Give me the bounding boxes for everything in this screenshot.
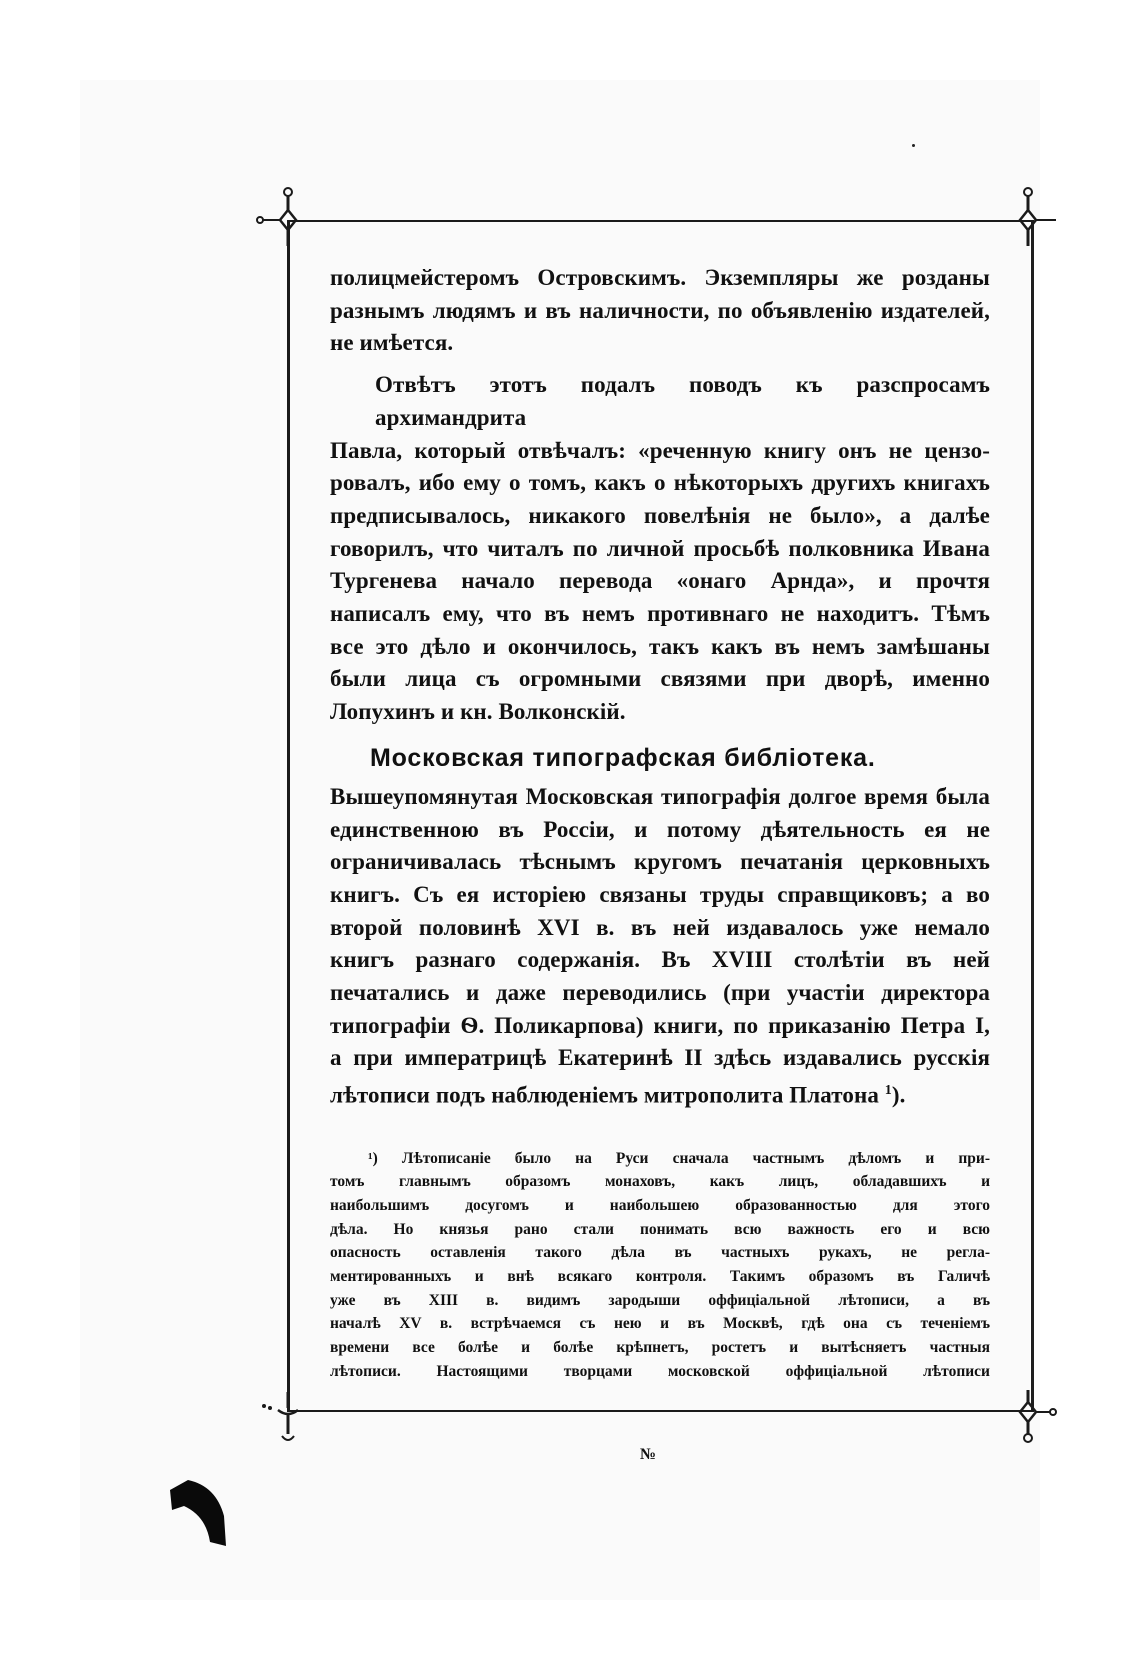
- paragraph-2: [330, 369, 990, 729]
- footnote-line: ¹) Лѣтописаніе было на Руси сначала частнымъ дѣломъ и при-: [368, 1149, 990, 1167]
- corner-ornament-top-right: [1000, 184, 1060, 248]
- ink-blot-mark: [170, 1480, 230, 1550]
- main-text: [330, 262, 990, 1384]
- text-line: говорилъ, что читалъ по личной просьбѣ полковника Ивана: [330, 535, 990, 561]
- text-line: были лица съ огромными связями при дворѣ, именно: [330, 666, 990, 692]
- corner-ornament-top-left: [256, 184, 316, 248]
- text-line-tail: ).: [891, 1082, 906, 1108]
- text-line: не имѣется.: [330, 330, 454, 356]
- footnote-line: времени все болѣе и болѣе крѣпнетъ, ростетъ и вытѣсняетъ частныя: [330, 1339, 990, 1357]
- footnote-line: началѣ XV в. встрѣчаемся съ нею и въ Москвѣ, гдѣ она съ теченіемъ: [330, 1315, 990, 1333]
- text-line: книгъ. Съ ея исторіею связаны труды справщиковъ; а во: [330, 881, 990, 907]
- text-line: типографіи Ѳ. Поликарпова) книги, по приказанію Петра I,: [330, 1012, 990, 1038]
- footnote-line: уже въ XIII в. видимъ зародыши оффиціальной лѣтописи, а въ: [330, 1291, 990, 1309]
- footnote: [330, 1147, 990, 1384]
- text-line: лѣтописи подъ наблюденіемъ митрополита Платона: [330, 1082, 879, 1108]
- text-line: ровалъ, ибо ему о томъ, какъ о нѣкоторыхъ другихъ книгахъ: [330, 470, 990, 496]
- text-line: Отвѣтъ этотъ подалъ поводъ къ разспросамъ архимандрита: [375, 372, 990, 430]
- text-line: Вышеупомянутая Московская типографія долгое время была: [330, 783, 990, 809]
- paragraph-1: [330, 262, 990, 360]
- footnote-line: ментированныхъ и внѣ всякаго контроля. Такимъ образомъ въ Галичѣ: [330, 1268, 990, 1286]
- text-line: ограничивалась тѣснымъ кругомъ печатанія церковныхъ: [330, 849, 990, 875]
- footnote-reference[interactable]: 1: [884, 1083, 892, 1099]
- text-line: печатались и даже переводились (при участіи директора: [330, 980, 990, 1006]
- footnote-line: дѣла. Но князья рано стали понимать всю важность его и всю: [330, 1220, 990, 1238]
- text-line-last: [330, 1075, 990, 1112]
- print-speck: [912, 144, 915, 147]
- footnote-line: опасность оставленія такого дѣла въ частныхъ рукахъ, не регла-: [330, 1244, 990, 1262]
- page-number: №: [640, 1446, 657, 1463]
- paragraph-3: [330, 781, 990, 1113]
- text-line: все это дѣло и окончилось, такъ какъ въ немъ замѣшаны: [330, 633, 990, 659]
- text-line: написалъ ему, что въ немъ противнаго не находитъ. Тѣмъ: [330, 601, 990, 627]
- text-line: полицмейстеромъ Островскимъ. Экземпляры же розданы: [330, 265, 990, 290]
- footnote-line: наибольшимъ досугомъ и наибольшею образованностью для этого: [330, 1196, 990, 1214]
- text-line: книгъ разнаго содержанія. Въ XVIII столѣтіи въ ней: [330, 947, 990, 973]
- text-line: а при императрицѣ Екатеринѣ II здѣсь издавались русскія: [330, 1045, 990, 1071]
- text-line: разнымъ людямъ и въ наличности, по объявленію издателей,: [330, 297, 990, 323]
- text-line: единственною въ Россіи, и потому дѣятельность ея не: [330, 816, 990, 842]
- text-line: Тургенева начало перевода «онаго Арнда», и прочтя: [330, 568, 990, 594]
- text-line: второй половинѣ XVI в. въ ней издавалось уже немало: [330, 914, 990, 940]
- text-line: Лопухинъ и кн. Волконскій.: [330, 699, 626, 725]
- corner-ornament-bottom-left: [256, 1392, 316, 1456]
- text-line: предписывалось, никакого повелѣнія не было», а далѣе: [330, 502, 990, 528]
- footnote-line: лѣтописи. Настоящими творцами московской оффиціальной лѣтописи: [330, 1362, 990, 1380]
- footnote-line: томъ главнымъ образомъ монаховъ, какъ лицъ, обладавшихъ и: [330, 1173, 990, 1191]
- text-line: Павла, который отвѣчалъ: «реченную книгу онъ не цензо-: [330, 437, 990, 463]
- corner-ornament-bottom-right: [1000, 1390, 1060, 1454]
- section-heading: Московская типографская библіотека.: [370, 743, 876, 772]
